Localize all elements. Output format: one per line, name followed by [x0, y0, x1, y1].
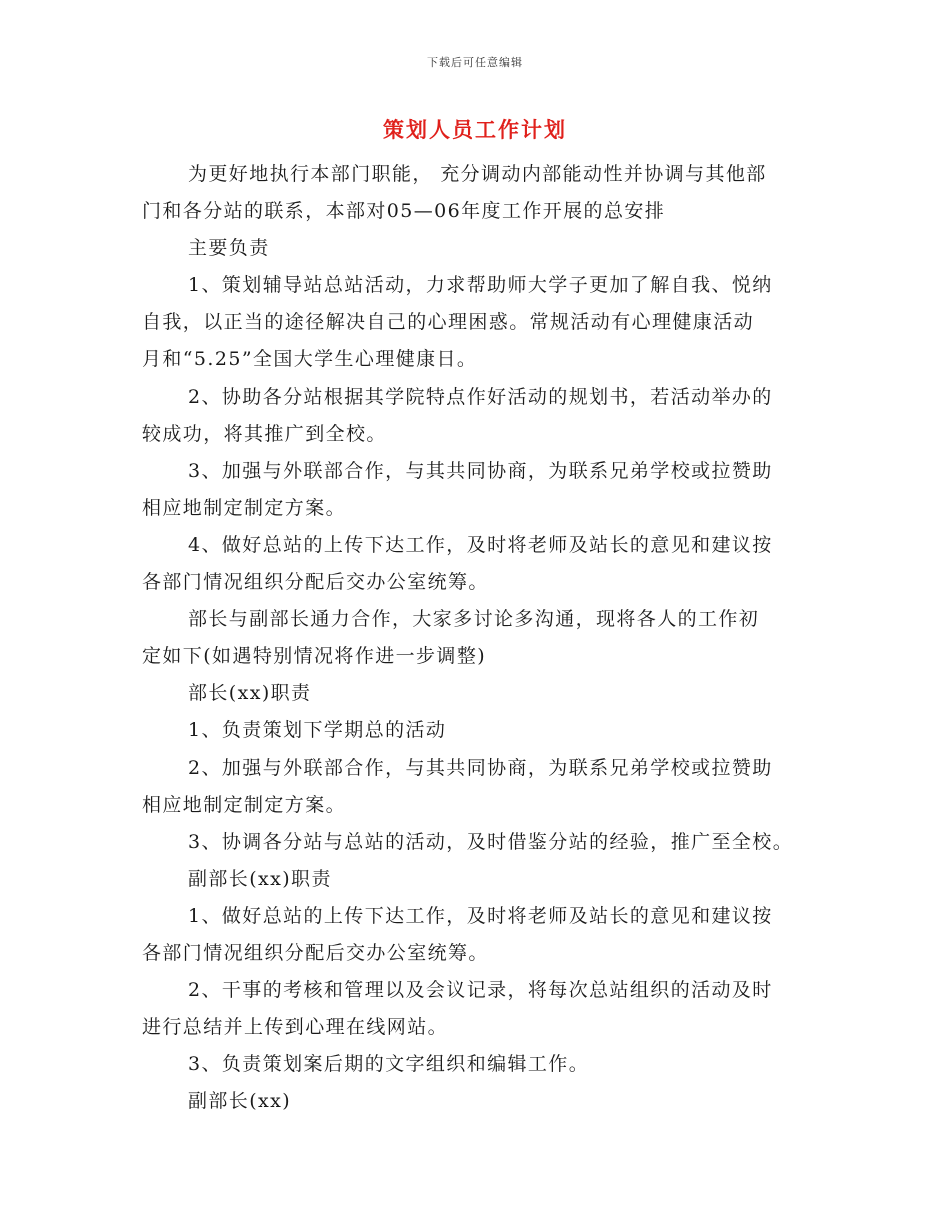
- text-line: 2、干事的考核和管理以及会议记录，将每次总站组织的活动及时: [188, 979, 773, 1002]
- text-line: 1、负责策划下学期总的活动: [188, 719, 447, 742]
- text-line: 2、协助各分站根据其学院特点作好活动的规划书，若活动举办的: [188, 385, 773, 408]
- text-line: 主要负责: [188, 237, 270, 260]
- text-line: 3、负责策划案后期的文字组织和编辑工作。: [188, 1053, 590, 1076]
- text-line: 4、做好总站的上传下达工作，及时将老师及站长的意见和建议按: [188, 533, 773, 556]
- text-line: 1、做好总站的上传下达工作，及时将老师及站长的意见和建议按: [188, 904, 773, 927]
- text-line: 定如下(如遇特别情况将作进一步调整): [142, 645, 487, 668]
- text-line: 各部门情况组织分配后交办公室统筹。: [142, 571, 489, 594]
- text-line: 3、加强与外联部合作，与其共同协商，为联系兄弟学校或拉赞助: [188, 459, 773, 482]
- text-line: 为更好地执行本部门职能， 充分调动内部能动性并协调与其他部: [188, 163, 767, 185]
- text-line: 副部长(xx): [188, 1090, 292, 1113]
- text-line: 较成功，将其推广到全校。: [142, 422, 387, 445]
- text-line: 月和“5.25”全国大学生心理健康日。: [142, 348, 478, 371]
- text-line: 相应地制定制定方案。: [142, 496, 347, 519]
- text-line: 2、加强与外联部合作，与其共同协商，为联系兄弟学校或拉赞助: [188, 756, 773, 779]
- text-line: 自我，以正当的途径解决自己的心理困惑。常规活动有心理健康活动: [142, 311, 755, 334]
- header-note: 下载后可任意编辑: [427, 56, 523, 69]
- text-line: 3、协调各分站与总站的活动，及时借鉴分站的经验，推广至全校。: [188, 830, 794, 853]
- text-line: 部长(xx)职责: [188, 682, 312, 705]
- text-line: 进行总结并上传到心理在线网站。: [142, 1016, 449, 1039]
- text-line: 1、策划辅导站总站活动，力求帮助师大学子更加了解自我、悦纳: [188, 274, 773, 297]
- document-body: [142, 156, 832, 1120]
- text-line: 相应地制定制定方案。: [142, 793, 347, 816]
- text-line: 部长与副部长通力合作，大家多讨论多沟通，现将各人的工作初: [188, 608, 760, 631]
- text-line: 门和各分站的联系，本部对05—06年度工作开展的总安排: [142, 200, 666, 223]
- text-line: 各部门情况组织分配后交办公室统筹。: [142, 941, 489, 964]
- document-title: 策划人员工作计划: [383, 117, 567, 142]
- text-line: 副部长(xx)职责: [188, 867, 332, 890]
